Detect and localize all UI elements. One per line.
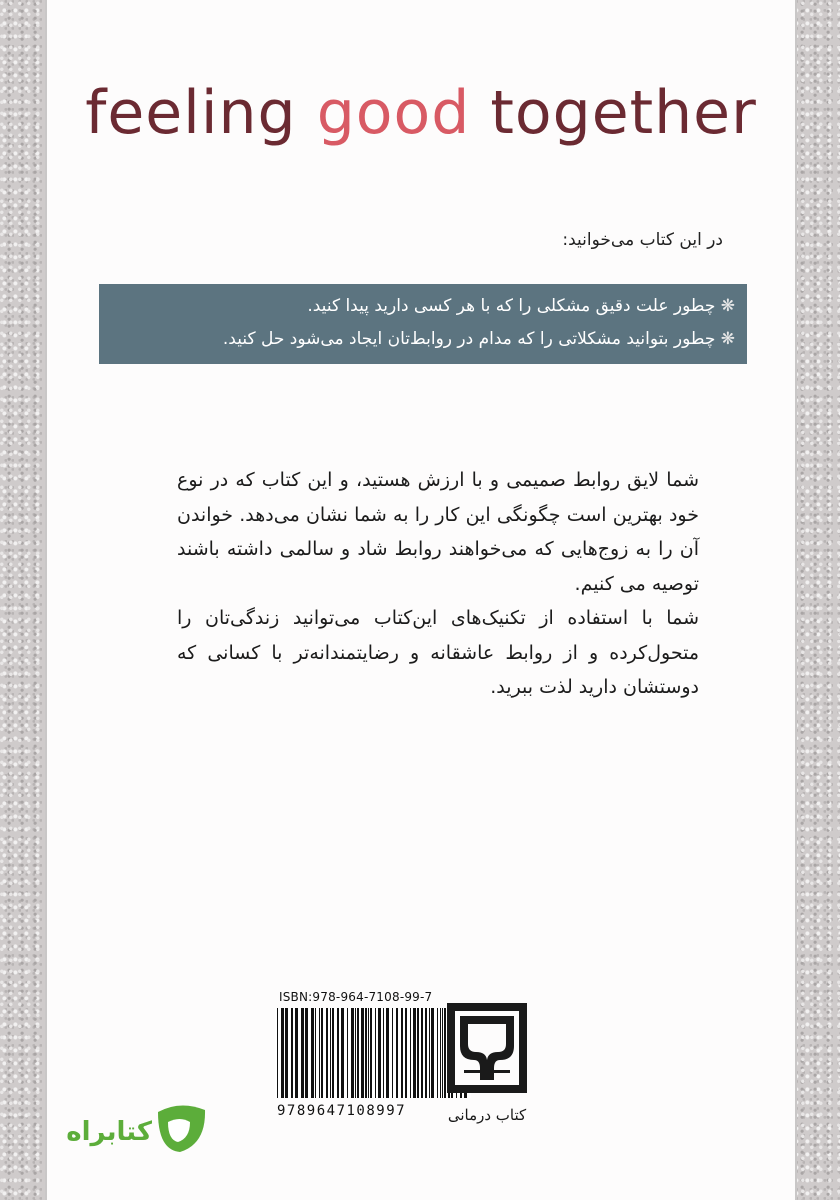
barcode-bar <box>378 1008 381 1098</box>
barcode-bar <box>413 1008 416 1098</box>
barcode-bar <box>375 1008 376 1098</box>
barcode-bar <box>365 1008 367 1098</box>
barcode-bar <box>326 1008 328 1098</box>
blurb-paragraph-2: شما با استفاده از تکنیک‌های این‌کتاب می‌توانید زندگی‌تان را متحول‌کرده و از روابط عاشقانه و رضایتمندانه‌تر با کسانی که دوستشان دارید لذت ببرید. <box>177 607 699 698</box>
barcode-bar <box>301 1008 304 1098</box>
blurb-paragraph-1: شما لایق روابط صمیمی و با ارزش هستید، و این کتاب که در نوع خود بهترین است چگونگی این کار را به شما نشان می‌دهد. خواندن آن را به زوج‌هایی که می‌خواهند روابط شاد و سالمی داشته باشند توصیه می کنیم. <box>177 469 699 595</box>
barcode-bar <box>417 1008 419 1098</box>
bullet-item: ❋ چطور بتوانید مشکلاتی را که مدام در روابط‌تان ایجاد می‌شود حل کنید. <box>111 323 735 356</box>
barcode-bar <box>429 1008 430 1098</box>
book-title <box>47 78 795 148</box>
barcode-bar <box>437 1008 438 1098</box>
barcode-bar <box>319 1008 320 1098</box>
barcode-bar <box>291 1008 293 1098</box>
barcode-bar <box>295 1008 298 1098</box>
brand-logo <box>40 1092 210 1162</box>
barcode-bar <box>410 1008 411 1098</box>
barcode-bar <box>396 1008 398 1098</box>
highlights-box <box>99 284 747 364</box>
barcode-bar <box>361 1008 364 1098</box>
barcode-bar <box>321 1008 323 1098</box>
barcode-bar <box>347 1008 348 1098</box>
barcode-bar <box>421 1008 423 1098</box>
barcode-bar <box>277 1008 278 1098</box>
book-back-cover <box>45 0 797 1200</box>
barcode-bar <box>330 1008 331 1098</box>
barcode-bar <box>425 1008 427 1098</box>
barcode-bar <box>315 1008 316 1098</box>
title-part1: feeling <box>85 78 317 148</box>
barcode-bar <box>337 1008 339 1098</box>
barcode-bar <box>370 1008 372 1098</box>
barcode-bar <box>351 1008 354 1098</box>
barcode-bar <box>285 1008 288 1098</box>
barcode-bar <box>386 1008 389 1098</box>
barcode-bar <box>431 1008 434 1098</box>
publisher-logo-text: کتاب درمانی <box>447 1106 527 1124</box>
publisher-emblem-icon <box>442 998 532 1138</box>
brand-name: کتابراه <box>66 1117 152 1147</box>
blurb <box>177 463 699 705</box>
barcode-bar <box>305 1008 308 1098</box>
title-accent-word: good <box>316 78 471 148</box>
title-part2: together <box>470 78 757 148</box>
barcode-bar <box>405 1008 407 1098</box>
barcode-bar <box>383 1008 384 1098</box>
barcode-bar <box>440 1008 441 1098</box>
barcode-bar <box>332 1008 334 1098</box>
leaf-logo-icon <box>158 1105 205 1152</box>
barcode-bar <box>281 1008 284 1098</box>
barcode-bar <box>392 1008 393 1098</box>
barcode-digits: 9789647108997 <box>277 1103 407 1119</box>
isbn-label: ISBN:978-964-7108-99-7 <box>279 990 433 1004</box>
barcode-bar <box>368 1008 369 1098</box>
intro-line: در این کتاب می‌خوانید: <box>562 230 723 250</box>
barcode-bar <box>357 1008 359 1098</box>
bullet-item: ❋ چطور علت دقیق مشکلی را که با هر کسی دارید پیدا کنید. <box>111 290 735 323</box>
barcode-bar <box>341 1008 344 1098</box>
barcode-bar <box>311 1008 314 1098</box>
barcode-bar <box>401 1008 403 1098</box>
barcode-bar <box>355 1008 356 1098</box>
